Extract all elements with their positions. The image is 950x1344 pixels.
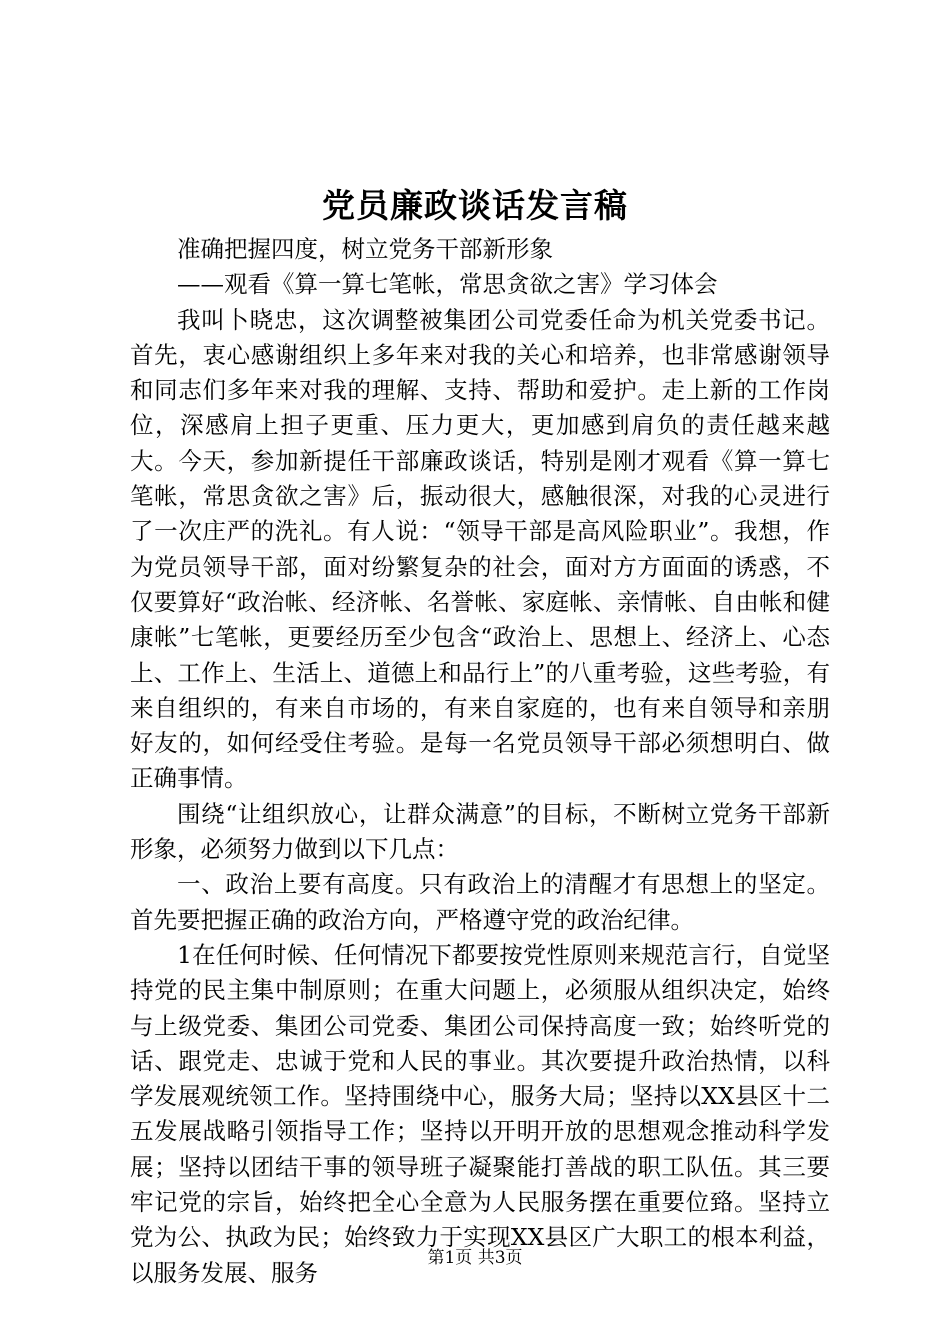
body-paragraph: 一、政治上要有高度。只有政治上的清醒才有思想上的坚定。首先要把握正确的政治方向，严格遵守党的政治纪律。: [130, 870, 830, 934]
subtitle-subline: ——观看《算一算七笔帐，常思贪欲之害》学习体会: [177, 270, 718, 299]
subtitle-line: 准确把握四度，树立党务干部新形象: [177, 235, 553, 263]
document-title: 党员廉政谈话发言稿: [322, 186, 628, 225]
body-paragraph: 围绕“让组织放心，让群众满意”的目标，不断树立党务干部新形象，必须努力做到以下几点：: [130, 799, 830, 864]
page-number-footer: 第1页 共3页: [427, 1248, 523, 1268]
body-paragraph: 1在任何时候、任何情况下都要按党性原则来规范言行，自觉坚持党的民主集中制原则；在重大问题上，必须服从组织决定，始终与上级党委、集团公司党委、集团公司保持高度一致；始终听党的话、跟党走、忠诚于党和人民的事业。其次要提升政治热情，以科学发展观统领工作。坚持围绕中心，服务大局；坚持以XX县区十二五发展战略引领指导工作；坚持以开明开放的思想观念推动科学发展；坚持以团结干事的领导班子凝聚能打善战的职工队伍。其三要牢记党的宗旨，始终把全心全意为人民服务摆在重要位臵。坚持立党为公、执政为民；始终致力于实现XX县区广大职工的根本利益，以服务发展、服务: [130, 940, 830, 1287]
document-body: [130, 232, 830, 1291]
body-paragraph: 我叫卜晓忠，这次调整被集团公司党委任命为机关党委书记。首先，衷心感谢组织上多年来对我的关心和培养，也非常感谢领导和同志们多年来对我的理解、支持、帮助和爱护。走上新的工作岗位，深感肩上担子更重、压力更大，更加感到肩负的责任越来越大。今天，参加新提任干部廉政谈话，特别是刚才观看《算一算七笔帐，常思贪欲之害》后，振动很大，感触很深，对我的心灵进行了一次庄严的洗礼。有人说：“领导干部是高风险职业”。我想，作为党员领导干部，面对纷繁复杂的社会，面对方方面面的诱惑，不仅要算好“政治帐、经济帐、名誉帐、家庭帐、亲情帐、自由帐和健康帐”七笔帐，更要经历至少包含“政治上、思想上、经济上、心态上、工作上、生活上、道德上和品行上”的八重考验，这些考验，有来自组织的，有来自市场的，有来自家庭的，也有来自领导和亲朋好友的，如何经受住考验。是每一名党员领导干部必须想明白、做正确事情。: [130, 305, 830, 793]
